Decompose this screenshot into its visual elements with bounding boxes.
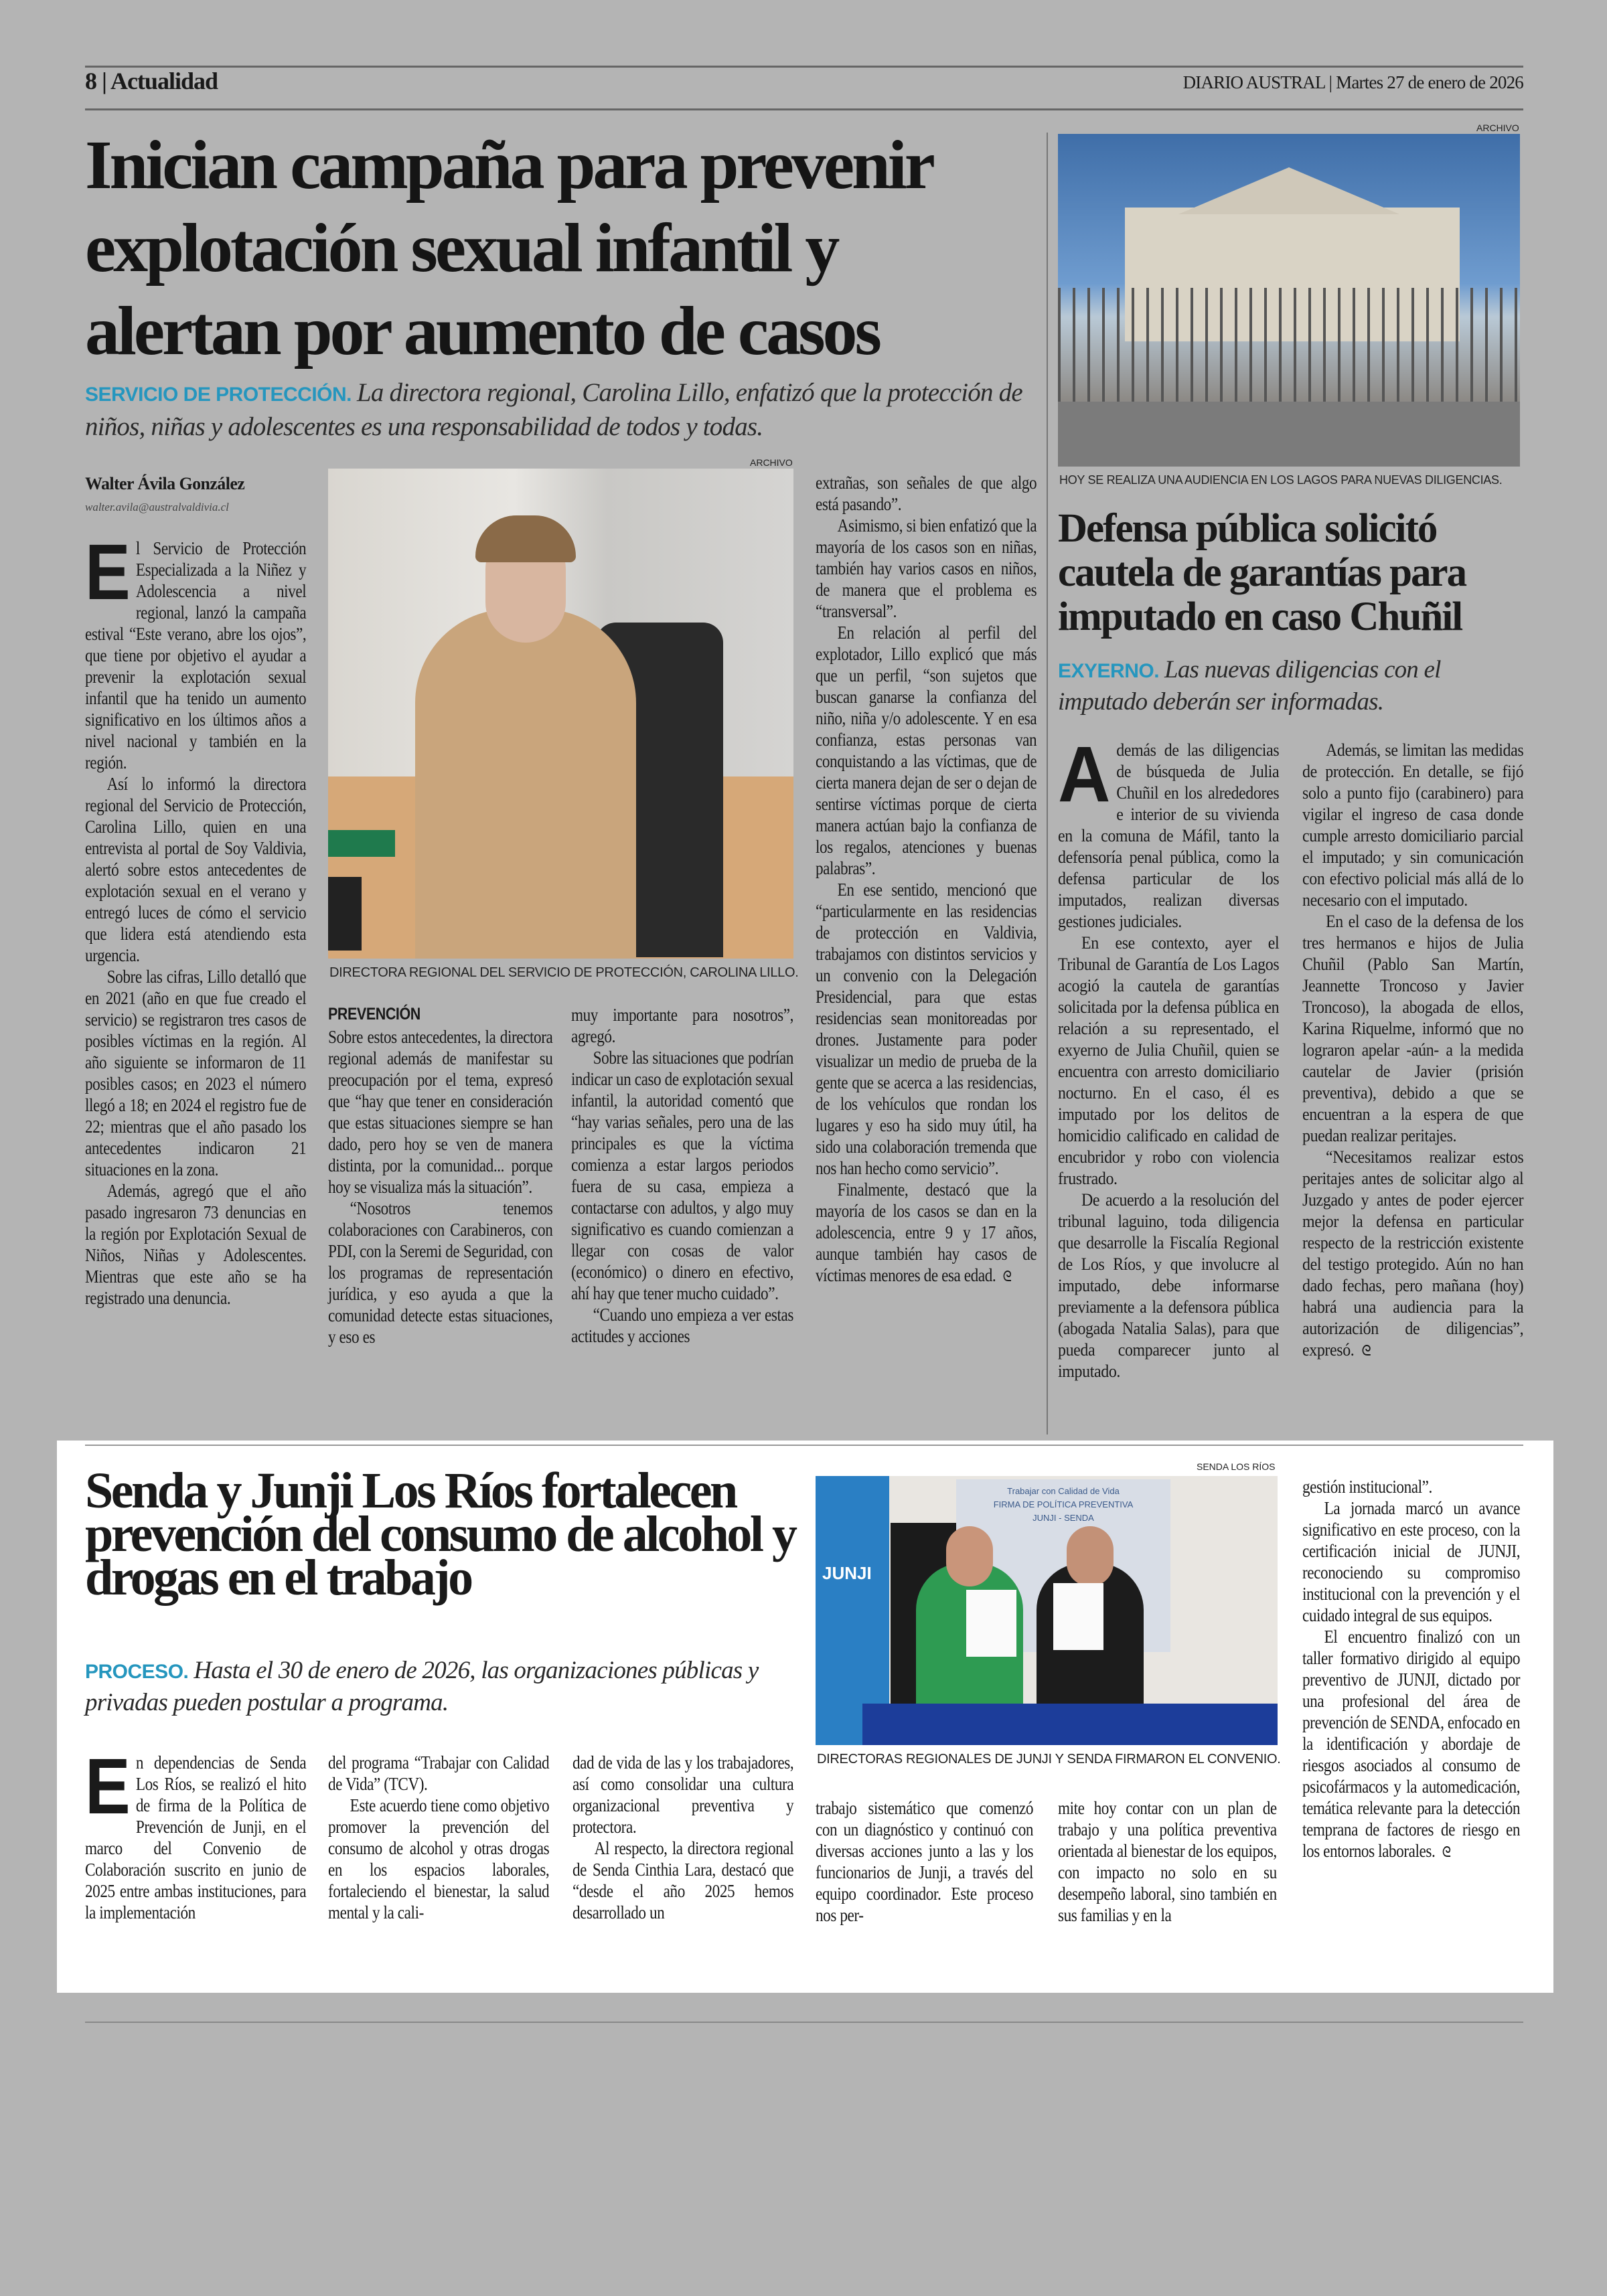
main-col-3 (571, 1004, 793, 1347)
paragraph: Asimismo, si bien enfatizó que la mayoría de los casos son en niñas, también hay varios casos en niños, de manera que el problema es “transversal”. (816, 515, 1037, 621)
end-mark-icon: ᘓ (1442, 1843, 1451, 1860)
side-headline: Defensa pública solicitó cautela de garantías para imputado en caso Chuñil (1058, 506, 1466, 639)
paragraph (85, 1742, 307, 1923)
paragraph: gestión institucional”. (1302, 1477, 1432, 1497)
paragraph: En ese contexto, ayer el Tribunal de Garantía de Los Lagos acogió la cautela de garantías solicitada por la defensa pública en relación a su representado, el exyerno de Julia Chuñil, quien se encuentra con arresto domiciliario nocturno. En el caso, él es imputado por los delitos de homicidio calificado en calidad de encubridor y robo con violencia frustrado. (1058, 933, 1280, 1188)
bottom-col-6 (1302, 1476, 1520, 1863)
drop-cap: E (85, 528, 131, 617)
paragraph: Al respecto, la directora regional de Senda Cinthia Lara, destacó que “desde el año 2025 hemos desarrollado un (572, 1838, 794, 1922)
section-label: 8 | Actualidad (85, 68, 218, 94)
page-number: 8 (85, 68, 96, 94)
person-hair (475, 515, 576, 562)
screen-line: FIRMA DE POLÍTICA PREVENTIVA (993, 1499, 1134, 1509)
side-photo-credit: ARCHIVO (1476, 122, 1519, 133)
paragraph-text: “Necesitamos realizar estos peritajes antes de solicitar algo al Juzgado y antes de poder ejercer mejor la defensa en particular respecto de la restricción existente del testigo protegido. Aún no han dado fechas, pero mañana (hoy) habrá una audiencia para la autorización de diligencias”, expresó. (1302, 1147, 1524, 1360)
person-jacket (415, 609, 636, 959)
bottom-deck (85, 1655, 795, 1718)
person-face (946, 1526, 993, 1586)
section-name: Actualidad (110, 68, 218, 94)
fence (1058, 288, 1520, 402)
footer-rule (85, 2022, 1523, 2023)
person-face (1067, 1526, 1114, 1586)
side-col-1 (1058, 730, 1280, 1382)
author-email[interactable]: walter.avila@australvaldivia.cl (85, 501, 229, 513)
paragraph: “Nosotros tenemos colaboraciones con Carabineros, con PDI, con la Seremi de Seguridad, con los programas de representación jurídica, y eso ayuda a que la comunidad detecte estas situaciones, y eso es (328, 1198, 553, 1347)
bottom-deck-text: Hasta el 30 de enero de 2026, las organizaciones públicas y privadas pueden postular a programa. (85, 1657, 759, 1716)
top-rule (85, 66, 1523, 68)
bottom-col-1 (85, 1742, 307, 1923)
paragraph: mite hoy contar con un plan de trabajo y una política preventiva orientada al bienestar de los equipos, con impacto no solo en su desempeño laboral, sino también en sus familias y en la (1058, 1798, 1277, 1925)
end-mark-icon: ᘓ (1002, 1268, 1012, 1285)
paragraph-text: Finalmente, destacó que la mayoría de los casos se dan en la adolescencia, entre 9 y 17 años, aunque también hay casos de víctimas menores de esa edad. (816, 1179, 1037, 1285)
paragraph: En el caso de la defensa de los tres hermanos e hijos de Julia Chuñil (Pablo San Martín, Jeannette Troncoso y Javier Troncoso), la abogada de ellos, Karina Riquelme, informó que no lograron apelar -aún- a la medida cautelar de Javier (prisión preventiva), debido a que se encuentran a la espera de que puedan realizar peritajes. (1302, 912, 1524, 1145)
issue-date: Martes 27 de enero de 2026 (1336, 72, 1523, 92)
paragraph: Sobre estos antecedentes, la directora regional además de manifestar su preocupación por el tema, expresó que “hay que tener en consideración que estas situaciones siempre se han dado, pero hoy se ven de manera distinta, por la comunidad... porque hoy se visualiza más la situación”. (328, 1027, 553, 1197)
keyboard (328, 877, 362, 951)
main-col-2 (328, 1001, 552, 1347)
main-col-1 (85, 528, 307, 1309)
street (1058, 402, 1520, 467)
bottom-col-3 (572, 1752, 793, 1923)
publication-name: DIARIO AUSTRAL (1182, 72, 1325, 92)
paragraph (1058, 730, 1280, 932)
side-kicker: EXYERNO. (1058, 660, 1160, 682)
side-deck (1058, 655, 1527, 718)
paragraph-text: l Servicio de Protección Especializada a la Niñez y Adolescencia a nivel regional, lanzó la campaña estival “Este verano, abre los ojos”, que tiene por objetivo el ayudar a prevenir la explotación sexual infantil que ha tenido un aumento significativo en los últimos años a nivel nacional y también en la región. (85, 538, 307, 772)
paragraph (816, 1179, 1037, 1287)
main-photo-credit: ARCHIVO (750, 457, 793, 468)
paragraph: trabajo sistemático que comenzó con un diagnóstico y continuó con diversas acciones junto a las y los funcionarios de Junji, a través del equipo coordinador. Este proceso nos per- (816, 1798, 1034, 1925)
paragraph: La jornada marcó un avance significativo en este proceso, con la certificación inicial de JUNJI, reconociendo su compromiso institucional con la prevención y el cuidado integral de sus equipos. (1302, 1498, 1521, 1625)
bottom-col-2 (328, 1752, 549, 1923)
bottom-photo-credit: SENDA LOS RÍOS (1197, 1461, 1276, 1472)
screen-line: Trabajar con Calidad de Vida (1007, 1486, 1120, 1496)
paragraph: Así lo informó la directora regional del Servicio de Protección, Carolina Lillo, quien en una entrevista al portal de Soy Valdivia, alertó sobre estos antecedentes de explotación sexual en el verano y entregó luces de cómo el servicio que lidera está atendiendo esta urgencia. (85, 774, 307, 965)
paragraph: En ese sentido, mencionó que “particularmente en las residencias de protección en Valdivia, trabajamos con distintos servicios y un convenio con la Delegación Presidencial, para que estas residencias sean monitoreadas por drones. Justamente para poder visualizar un medio de prueba de la gente que se acerca a las residencias, de los vehículos que rondan los lugares y eso ha sido muy útil, ha sido una colaboración tremenda que nos han hecho como servicio”. (816, 880, 1037, 1178)
blue-table (862, 1704, 1278, 1745)
courthouse-photo (1058, 134, 1520, 467)
main-headline: Inician campaña para prevenir explotación sexual infantil y alertan por aumento de casos (85, 127, 932, 370)
bottom-headline: Senda y Junji Los Ríos fortalecen prevención del consumo de alcohol y drogas en el trabajo (85, 1463, 795, 1606)
main-deck (85, 377, 1036, 443)
publication-date: DIARIO AUSTRAL | Martes 27 de enero de 2026 (1182, 72, 1523, 92)
bottom-col-5 (1058, 1797, 1277, 1926)
paragraph: De acuerdo a la resolución del tribunal laguino, toda diligencia que desarrolle la Fiscalía Regional de Los Ríos, y que involucre al imputado, debe informarse previamente a la defensora pública (abogada Natalia Salas), para que pueda comparecer junto al imputado. (1058, 1190, 1280, 1381)
subheading-prevencion: PREVENCIÓN (328, 1005, 420, 1023)
paragraph: dad de vida de las y los trabajadores, así como consolidar una cultura organizacional preventiva y protectora. (572, 1752, 794, 1837)
paragraph: Además, agregó que el año pasado ingresaron 73 denuncias en la región por Explotación Sexual de Niños, Niñas y Adolescentes. Mientras que este año se ha registrado una denuncia. (85, 1181, 307, 1308)
mousepad (328, 830, 395, 857)
main-kicker: SERVICIO DE PROTECCIÓN. (85, 384, 352, 406)
author-name: Walter Ávila González (85, 474, 245, 493)
side-deck-text: Las nuevas diligencias con el imputado deberán ser informadas. (1058, 656, 1441, 716)
screen-line: JUNJI - SENDA (1032, 1513, 1094, 1523)
paragraph-text: n dependencias de Senda Los Ríos, se realizó el hito de firma de la Política de Prevención de Junji, en el marco del Convenio de Colaboración suscrito en junio de 2025 entre ambas instituciones, para la implementación (85, 1752, 307, 1922)
signed-document (966, 1590, 1016, 1657)
signing-photo (816, 1476, 1278, 1745)
paragraph: “Cuando uno empieza a ver estas actitudes y acciones (571, 1305, 793, 1346)
bottom-kicker: PROCESO. (85, 1661, 189, 1683)
main-photo-caption: DIRECTORA REGIONAL DEL SERVICIO DE PROTECCIÓN, CAROLINA LILLO. (329, 965, 799, 980)
paragraph: Además, se limitan las medidas de protección. En detalle, se fijó solo a punto fijo (carabinero) para vigilar el ingreso de casa donde cumple arresto domiciliario parcial el imputado; y sin comunicación con efectivo policial más allá de lo necesario con el imputado. (1302, 740, 1524, 910)
main-col-4 (816, 472, 1037, 1287)
paragraph-text: El encuentro finalizó con un taller formativo dirigido al equipo preventivo de JUNJI, dictado por una profesional del área de prevención de SENDA, enfocado en la identificación y abordaje de riesgos asociados al consumo de psicofármacos y la automedicación, temática relevante para la detección temprana de factores de riesgo en los entornos laborales. (1302, 1627, 1521, 1861)
junji-banner-text: JUNJI (822, 1563, 872, 1583)
end-mark-icon: ᘓ (1361, 1342, 1371, 1359)
paragraph: extrañas, son señales de que algo está pasando”. (816, 473, 1037, 514)
bottom-photo-caption: DIRECTORAS REGIONALES DE JUNJI Y SENDA FIRMARON EL CONVENIO. (817, 1752, 1281, 1767)
paragraph (1302, 1626, 1520, 1863)
paragraph (85, 528, 307, 773)
side-photo-caption: HOY SE REALIZA UNA AUDIENCIA EN LOS LAGOS PARA NUEVAS DILIGENCIAS. (1059, 473, 1503, 487)
main-photo-carolina-lillo (328, 469, 793, 959)
main-deck-text: La directora regional, Carolina Lillo, enfatizó que la protección de niños, niñas y adolescentes es una responsabilidad de todos y todas. (85, 378, 1022, 441)
signed-document (1053, 1583, 1103, 1650)
paragraph: Sobre las cifras, Lillo detalló que en 2021 (año en que fue creado el servicio) se registraron tres casos de posibles víctimas en la región. Al año siguiente se informaron de 11 posibles casos; en 2023 el número llegó a 18; en 2024 el registro fue de 22; mientras que el año pasado los antecedentes indicaron 21 situaciones en la zona. (85, 967, 307, 1179)
column-divider (1047, 133, 1048, 1434)
header-rule (85, 108, 1523, 110)
paragraph (1302, 1147, 1523, 1362)
paragraph-text: demás de las diligencias de búsqueda de Julia Chuñil en los alrededores e interior de su vivienda en la comuna de Máfil, tanto la defensoría penal pública, como la defensa particular de los imputados, realizan diversas gestiones judiciales. (1058, 740, 1280, 931)
paragraph: del programa “Trabajar con Calidad de Vida” (TCV). (328, 1752, 550, 1794)
bottom-article-rule (85, 1445, 1523, 1446)
paragraph: muy importante para nosotros”, agregó. (571, 1005, 793, 1046)
drop-cap: E (85, 1742, 131, 1831)
bottom-col-4 (816, 1797, 1033, 1926)
paragraph: En relación al perfil del explotador, Lillo explicó que más que un perfil, “son sujetos que buscan ganarse la confianza del niño, niña y/o adolescente. Y en esa confianza, estas personas van conquistando a las víctimas, que de cierta manera dejan de ser o dejan de sentirse víctimas porque de cierta manera actúan bajo la confianza de los regalos, atenciones y buenas palabras”. (816, 623, 1037, 878)
paragraph: Sobre las situaciones que podrían indicar un caso de explotación sexual infantil, la autoridad comentó que “hay varias señales, pero una de las principales es que la víctima comienza a estar largos periodos fuera de su casa, empieza a contactarse con adultos, y algo muy significativo es cuando comienzan a llegar con cosas de valor (económico) o dinero en efectivo, ahí hay que tener mucho cuidado”. (571, 1048, 793, 1303)
drop-cap: A (1058, 730, 1111, 819)
paragraph: Este acuerdo tiene como objetivo promover la prevención del consumo de alcohol y otras drogas en los espacios laborales, fortaleciendo el bienestar, la salud mental y la cali- (328, 1795, 550, 1922)
roof-pediment (1178, 167, 1399, 214)
side-col-2 (1302, 740, 1523, 1362)
